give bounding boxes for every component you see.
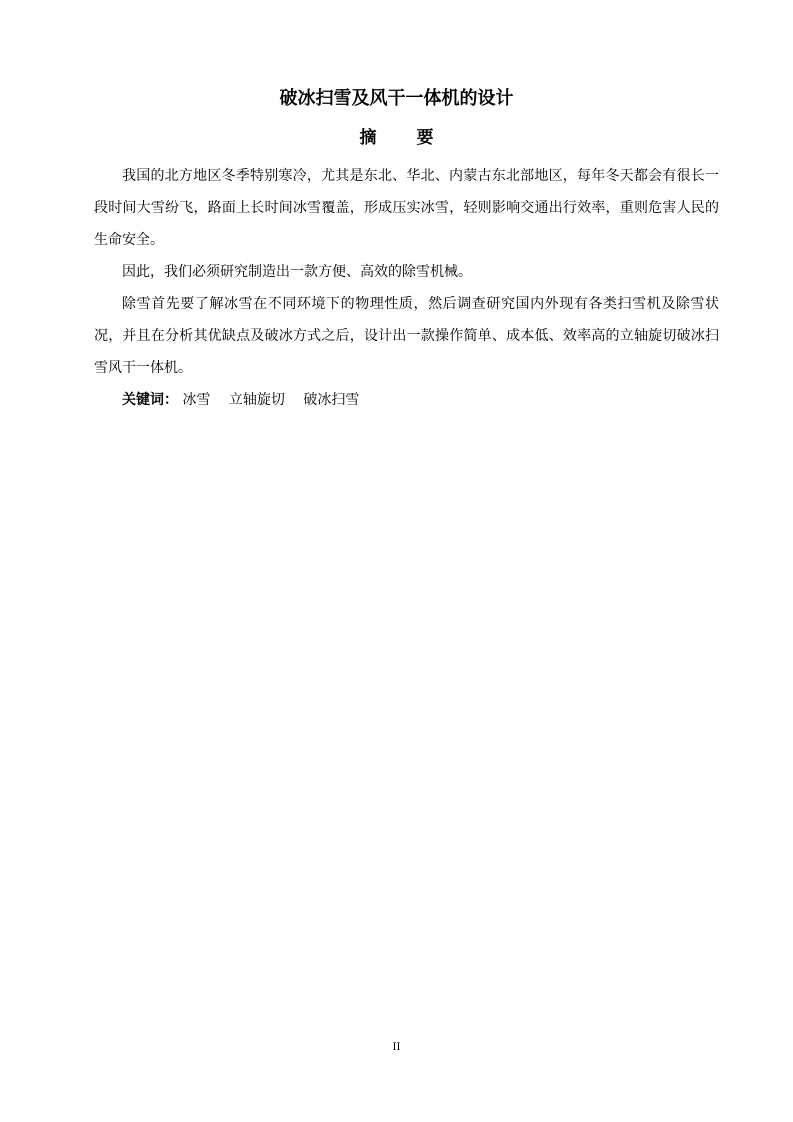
keywords-line [94,384,719,416]
page-number: II [392,1042,401,1053]
abstract-paragraph-1: 我国的北方地区冬季特别寒冷，尤其是东北、华北、内蒙古东北部地区，每年冬天都会有很长一段时间大雪纷飞，路面上长时间冰雪覆盖，形成压实冰雪，轻则影响交通出行效率，重则危害人民的生命安全。 [94,168,719,248]
keyword-2: 立轴旋切 [228,392,285,408]
keywords-label: 关键词： [122,392,178,408]
abstract-heading: 摘要 [359,128,474,148]
abstract-paragraph-3: 除雪首先要了解冰雪在不同环境下的物理性质，然后调查研究国内外现有各类扫雪机及除雪状况，并且在分析其优缺点及破冰方式之后，设计出一款操作简单、成本低、效率高的立轴旋切破冰扫雪风干一体机。 [94,296,719,376]
document-title: 破冰扫雪及风干一体机的设计 [279,88,514,109]
abstract-body [94,160,719,416]
keyword-1: 冰雪 [182,392,211,408]
abstract-paragraph-2: 因此，我们必须研究制造出一款方便、高效的除雪机械。 [122,264,472,280]
keyword-3: 破冰扫雪 [303,392,360,408]
